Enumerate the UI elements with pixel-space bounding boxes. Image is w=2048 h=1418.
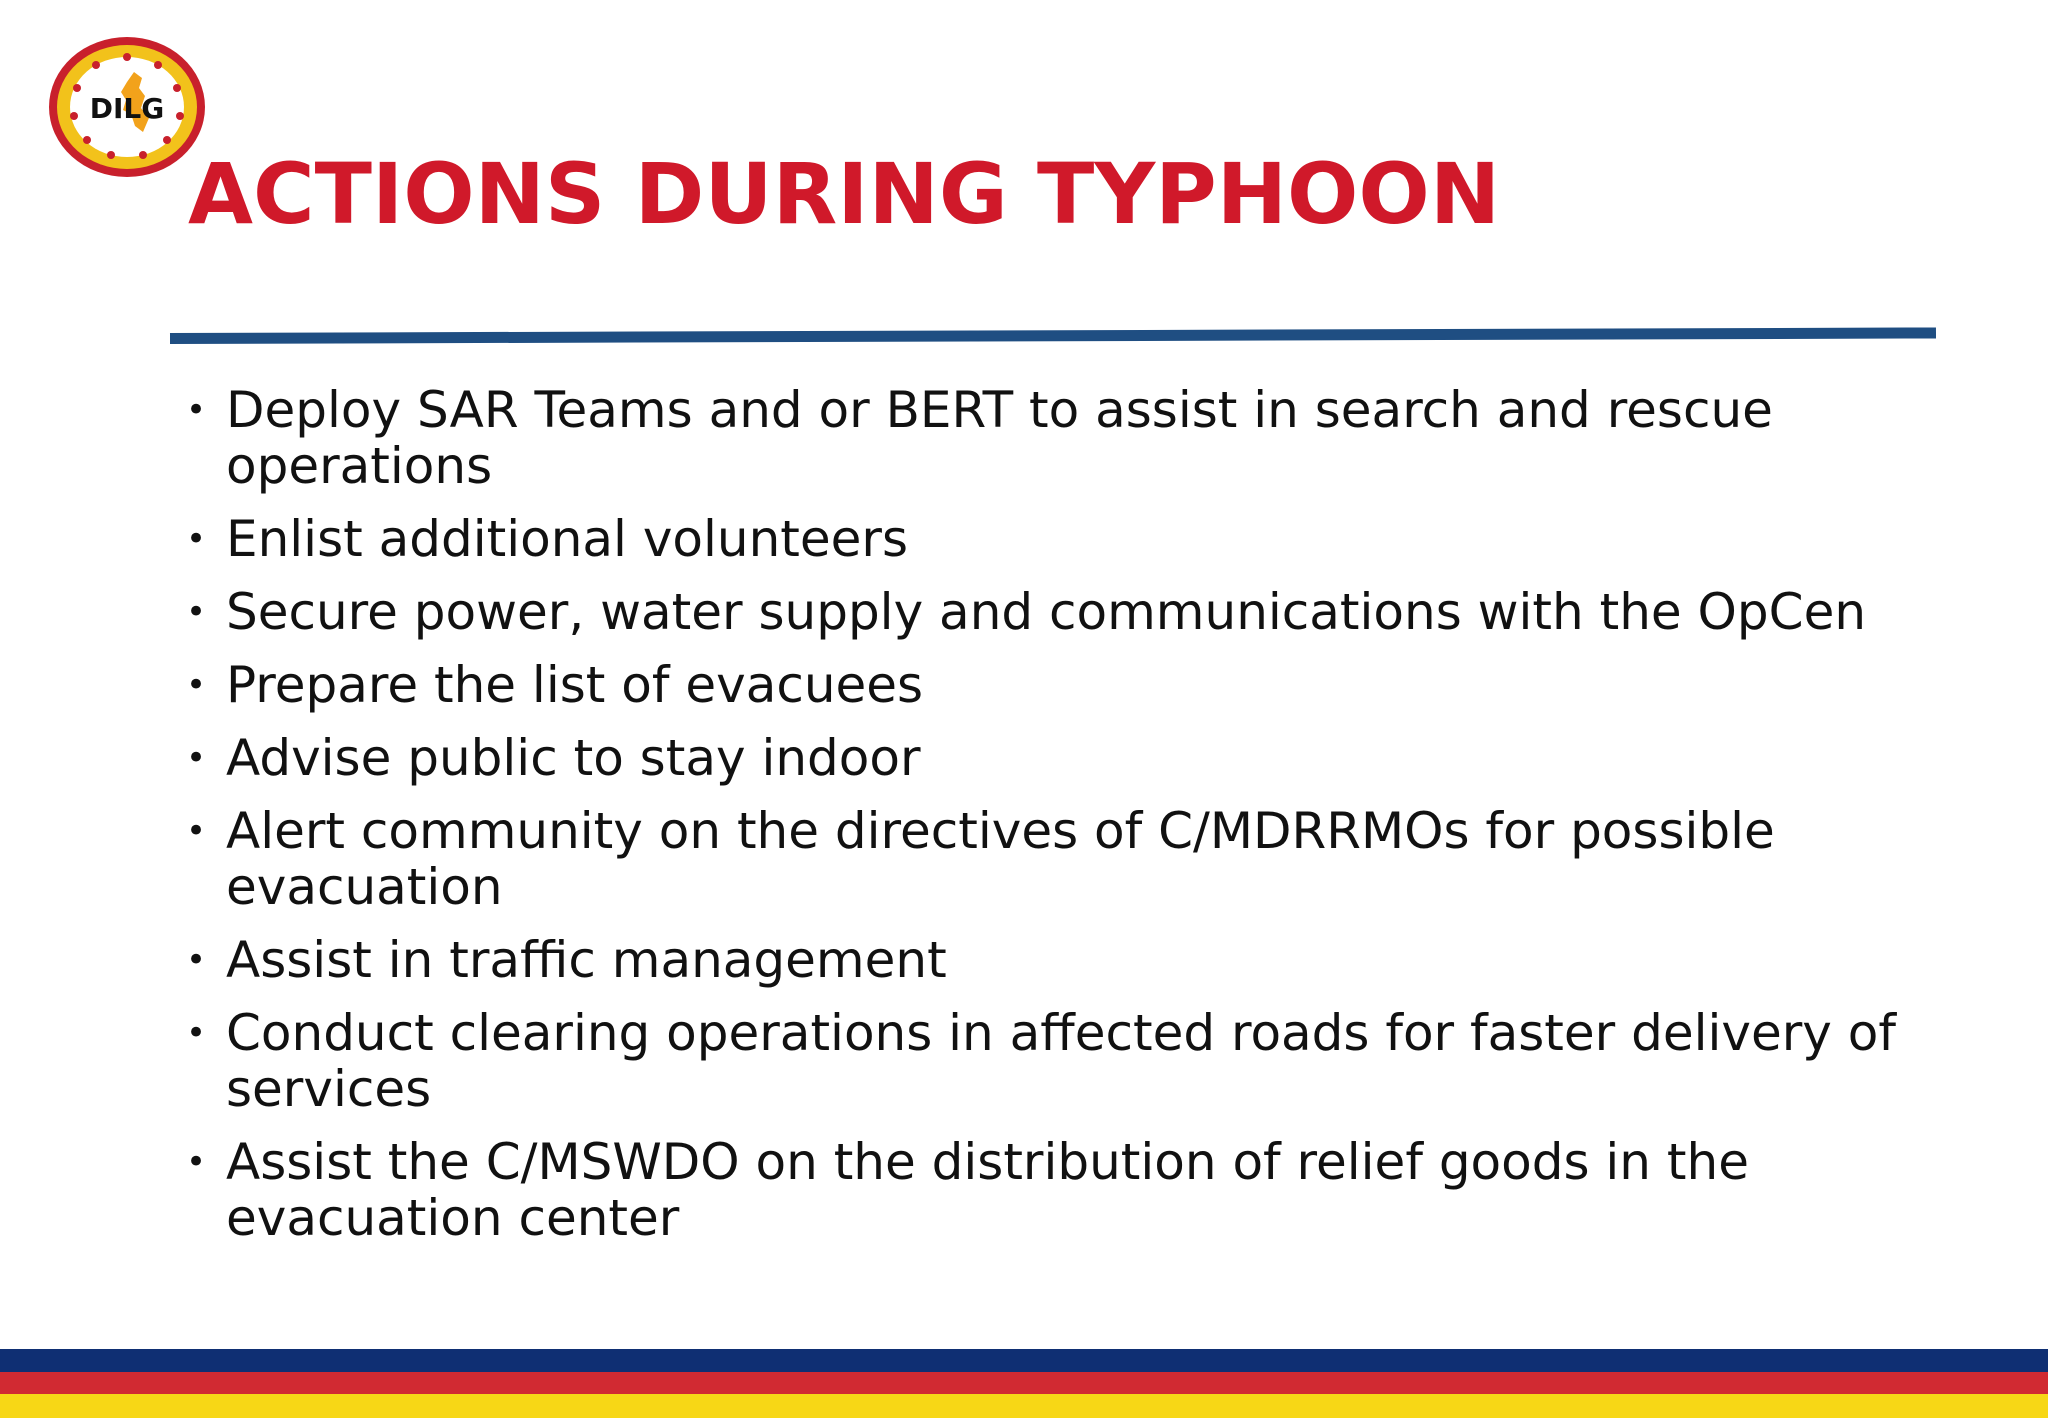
bullet-text: Deploy SAR Teams and or BERT to assist in search and rescue operations: [226, 381, 1773, 495]
bullet-text: Alert community on the directives of C/MDRRMOs for possible evacuation: [226, 802, 1775, 916]
bullet-item: [186, 1134, 1906, 1246]
bullet-dot: •: [186, 940, 207, 980]
bullet-item: [186, 803, 1906, 915]
bullet-item: [186, 584, 1906, 640]
bullet-item: [186, 1005, 1906, 1117]
bullet-dot: •: [186, 665, 207, 705]
bullet-text: Conduct clearing operations in affected roads for faster delivery of services: [226, 1004, 1896, 1118]
footer-stripe-yellow: [0, 1394, 2048, 1418]
footer-stripe-blue: [0, 1349, 2048, 1374]
bullet-dot: •: [186, 519, 207, 559]
bullet-text: Secure power, water supply and communications with the OpCen: [226, 583, 1867, 641]
bullet-text: Enlist additional volunteers: [226, 510, 909, 568]
bullet-item: [186, 511, 1906, 567]
dilg-seal-graphic: [46, 34, 208, 180]
bullet-dot: •: [186, 738, 207, 778]
bullet-dot: •: [186, 592, 207, 632]
bullet-text: Assist the C/MSWDO on the distribution of relief goods in the evacuation center: [226, 1133, 1749, 1247]
bullet-text: Prepare the list of evacuees: [226, 656, 924, 714]
bullet-item: [186, 730, 1906, 786]
bullet-item: [186, 932, 1906, 988]
seal-text: DILG: [89, 92, 165, 125]
bullet-dot: •: [186, 1142, 207, 1182]
bullet-item: [186, 382, 1906, 494]
bullet-item: [186, 657, 1906, 713]
dilg-seal-icon: [46, 34, 208, 180]
slide-title: ACTIONS DURING TYPHOON: [188, 145, 1501, 243]
bullet-dot: •: [186, 811, 207, 851]
bullet-dot: •: [186, 390, 207, 430]
bullet-text: Assist in traffic management: [226, 931, 947, 989]
bullet-list: [186, 382, 1906, 1263]
title-divider: [170, 327, 1936, 344]
bullet-dot: •: [186, 1013, 207, 1053]
bullet-text: Advise public to stay indoor: [226, 729, 921, 787]
